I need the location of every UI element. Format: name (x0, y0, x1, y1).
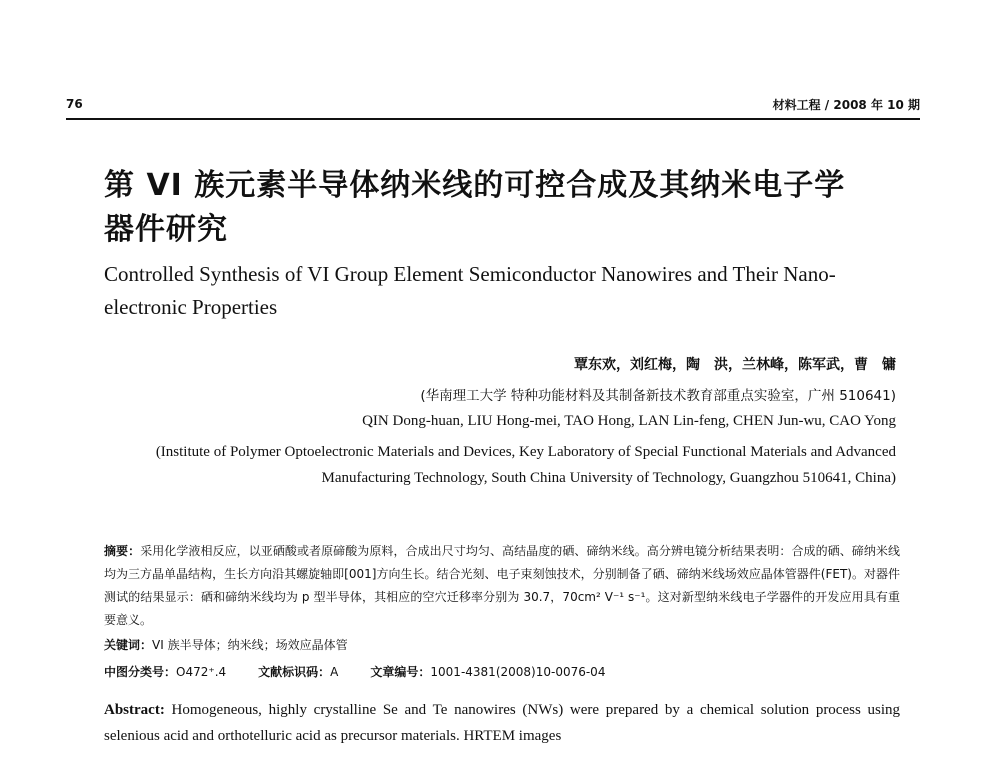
document-code (258, 663, 338, 680)
english-abstract-text: Homogeneous, highly crystalline Se and Te nanowires (NWs) were prepared by a chemical solution process using selenious acid and orthotelluric acid as precursor materials. HRTEM images (104, 702, 900, 744)
english-abstract (104, 697, 900, 749)
chinese-affiliation: (华南理工大学 特种功能材料及其制备新技术教育部重点实验室，广州 510641) (420, 388, 896, 404)
english-authors: QIN Dong-huan, LIU Hong-mei, TAO Hong, LAN Lin-feng, CHEN Jun-wu, CAO Yong (362, 413, 896, 429)
chinese-title: 第 VI 族元素半导体纳米线的可控合成及其纳米电子学器件研究 (104, 168, 846, 247)
chinese-authors: 覃东欢，刘红梅，陶 洪，兰林峰，陈军武，曹 镛 (574, 357, 896, 373)
english-affiliation: (Institute of Polymer Optoelectronic Materials and Devices, Key Laboratory of Special Functional Materials and Advanced Manufacturing Technology, South China University of Technology, Guangzhou 510641, China) (155, 444, 896, 486)
header-rule (66, 118, 920, 120)
chinese-abstract (104, 540, 900, 632)
article-number-label: 文章编号： (370, 665, 431, 679)
english-abstract-label: Abstract: (104, 702, 165, 718)
page-number: 76 (66, 97, 83, 111)
english-title: Controlled Synthesis of VI Group Element Semiconductor Nanowires and Their Nano-electronic Properties (104, 262, 836, 319)
clc-label: 中图分类号： (104, 665, 177, 679)
chinese-abstract-label: 摘要： (104, 544, 141, 558)
page-header (66, 92, 920, 116)
keywords-label: 关键词： (104, 638, 153, 652)
clc-number (104, 663, 226, 680)
chinese-abstract-text: 采用化学液相反应，以亚硒酸或者原碲酸为原料，合成出尺寸均匀、高结晶度的硒、碲纳米线。高分辨电镜分析结果表明：合成的硒、碲纳米线均为三方晶单晶结构，生长方向沿其螺旋轴即[001]方向生长。结合光刻、电子束刻蚀技术，分别制备了硒、碲纳米线场效应晶体管器件(FET)。对器件测试的结果显示：硒和碲纳米线均为 p 型半导体，其相应的空穴迁移率分别为 30.7，70cm² V⁻¹ s⁻¹。这对新型纳米线电子学器件的开发应用具有重要意义。 (104, 544, 900, 627)
journal-issue: 材料工程 / 2008 年 10 期 (772, 97, 920, 112)
keywords (104, 636, 900, 653)
doc-code-label: 文献标识码： (258, 665, 331, 679)
article-number-value: 1001-4381(2008)10-0076-04 (430, 665, 606, 679)
classification-line (104, 663, 900, 680)
clc-value: O472⁺.4 (176, 665, 227, 679)
keywords-text: VI 族半导体；纳米线；场效应晶体管 (152, 638, 348, 652)
article-number (370, 663, 605, 680)
doc-code-value: A (330, 665, 339, 679)
